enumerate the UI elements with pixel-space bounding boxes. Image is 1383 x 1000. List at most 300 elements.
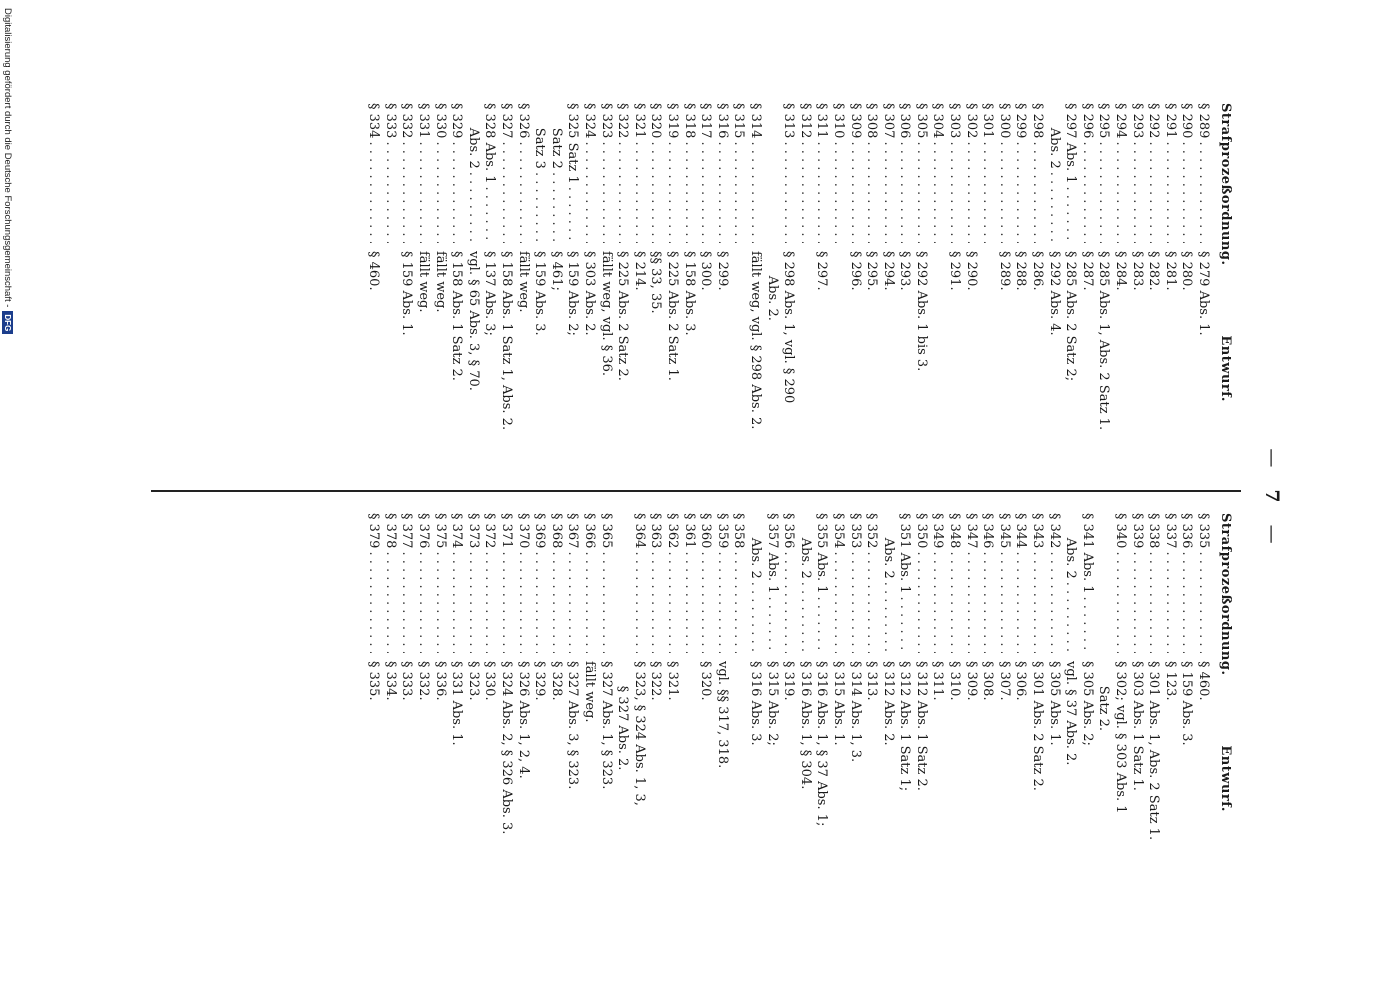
dot-leader [381, 141, 398, 243]
entwurf-cell: § 225 Abs. 2 Satz 1. [665, 251, 680, 381]
strafprozessordnung-cell [1145, 513, 1162, 653]
section-ref: § 316 [714, 103, 730, 139]
dot-leader [1095, 141, 1112, 243]
table-row [365, 103, 382, 473]
strafprozessordnung-cell [381, 103, 398, 243]
table-row [813, 103, 830, 473]
table-row [614, 103, 631, 473]
section-ref: § 379 [366, 513, 382, 549]
table-row [1012, 103, 1029, 473]
dot-leader [1111, 551, 1128, 653]
section-ref: § 371 [499, 513, 515, 549]
strafprozessordnung-cell [1012, 103, 1029, 243]
dot-leader [1161, 141, 1178, 243]
entwurf-cell: § 305 Abs. 2; [1079, 661, 1095, 746]
section-ref: § 315 [731, 103, 747, 139]
table-row [946, 103, 963, 473]
section-ref: § 295 [1096, 103, 1112, 139]
section-ref: Abs. 2 [797, 513, 813, 579]
dot-leader [946, 141, 963, 243]
dot-leader [912, 141, 929, 243]
strafprozessordnung-cell [448, 103, 465, 243]
table-row [995, 513, 1012, 883]
dot-leader [647, 141, 664, 243]
table-row [481, 513, 498, 883]
strafprozessordnung-cell [547, 513, 564, 653]
strafprozessordnung-cell [796, 103, 813, 243]
entwurf-cell: § 159 Abs. 3. [1179, 661, 1195, 746]
dot-leader [1178, 141, 1195, 243]
entwurf-cell: § 315 Abs. 1. [830, 661, 846, 746]
dot-leader [697, 551, 714, 653]
dot-leader [846, 551, 863, 653]
entwurf-cell: § 308. [980, 661, 996, 701]
table-row [796, 513, 813, 883]
entwurf-cell: § 327 Abs. 3, § 323. [565, 661, 581, 790]
strafprozessordnung-cell [1078, 103, 1095, 243]
section-ref: § 365 [598, 513, 614, 549]
strafprozessordnung-cell [1078, 513, 1095, 653]
entwurf-cell: § 158 Abs. 1 Satz 1, Abs. 2. [499, 251, 515, 431]
section-ref: § 321 [631, 103, 647, 139]
strafprozessordnung-cell [431, 103, 448, 243]
table-row [896, 513, 913, 883]
section-ref: § 324 [582, 103, 598, 139]
entwurf-cell: § 312 Abs. 1 Satz 1; [897, 661, 913, 792]
entwurf-cell: § 316 Abs. 3. [747, 661, 763, 746]
dot-leader [1128, 141, 1145, 243]
dot-leader [1178, 551, 1195, 653]
entwurf-cell: § 307. [996, 661, 1012, 701]
table-row [415, 513, 432, 883]
entwurf-cell: § 330. [482, 661, 498, 701]
table-row [497, 513, 514, 883]
strafprozessordnung-cell [730, 513, 747, 653]
table-row [912, 103, 929, 473]
table-row [1178, 103, 1195, 473]
dot-leader [1145, 141, 1162, 243]
dot-leader [415, 141, 432, 243]
strafprozessordnung-cell [497, 103, 514, 243]
dot-leader [912, 551, 929, 653]
section-ref: § 355 Abs. 1 [814, 513, 830, 594]
entwurf-cell: § 311. [930, 661, 946, 701]
dot-leader [514, 551, 531, 653]
entwurf-cell: § 315 Abs. 2; [764, 661, 780, 746]
dot-leader [1028, 551, 1045, 653]
table-row [912, 513, 929, 883]
section-ref: § 348 [947, 513, 963, 549]
dot-leader [879, 582, 896, 653]
section-ref: § 368 [548, 513, 564, 549]
table-row [962, 513, 979, 883]
strafprozessordnung-cell [564, 513, 581, 653]
entwurf-cell: § 321. [665, 661, 680, 701]
entwurf-cell: § 460. [1196, 661, 1211, 701]
digitization-credit [0, 0, 16, 1000]
entwurf-cell: § 336. [432, 661, 448, 701]
section-ref: § 340 [1113, 513, 1129, 549]
dot-leader [763, 106, 780, 243]
dot-leader [813, 141, 830, 243]
entwurf-cell: § 316 Abs. 1, § 304. [797, 661, 813, 790]
strafprozessordnung-cell [497, 513, 514, 653]
table-row [614, 513, 631, 883]
table-row [464, 103, 481, 473]
section-ref: § 372 [482, 513, 498, 549]
section-ref: § 336 [1179, 513, 1195, 549]
section-ref: § 375 [432, 513, 448, 549]
entwurf-cell: § 309. [963, 661, 979, 701]
entwurf-cell: fällt weg. [582, 661, 598, 723]
section-ref: § 305 [913, 103, 929, 139]
table-row [763, 513, 780, 883]
entwurf-cell: fällt weg. [432, 251, 448, 313]
entwurf-cell: § 306. [1013, 661, 1029, 701]
entwurf-cell: § 285 Abs. 1, Abs. 2 Satz 1. [1096, 251, 1112, 431]
entwurf-cell: § 159 Abs. 3. [532, 251, 548, 336]
table-row [647, 513, 664, 883]
strafprozessordnung-cell [365, 103, 382, 243]
entwurf-cell: § 326 Abs. 1, 2, 4. [515, 661, 531, 779]
section-ref: § 325 Satz 1 [565, 103, 581, 184]
section-ref: Abs. 2 [1046, 103, 1062, 169]
strafprozessordnung-cell [1062, 103, 1079, 243]
table-row [1194, 513, 1211, 883]
table-row [481, 103, 498, 473]
section-ref: § 300 [996, 103, 1012, 139]
dot-leader [497, 141, 514, 243]
strafprozessordnung-cell [813, 513, 830, 653]
entwurf-cell: § 316 Abs. 1, § 37 Abs. 1; [814, 661, 830, 827]
entwurf-cell: § 310. [947, 661, 963, 701]
table-row [680, 103, 697, 473]
strafprozessordnung-cell [630, 513, 647, 653]
entwurf-cell: § 323, § 324 Abs. 1, 3, [631, 661, 647, 806]
header-strafprozessordnung: Strafprozeßordnung. [1218, 513, 1233, 676]
dot-leader [431, 551, 448, 653]
table-row [564, 513, 581, 883]
strafprozessordnung-cell [647, 103, 664, 243]
table-row [979, 513, 996, 883]
entwurf-cell: vgl. § 37 Abs. 2. [1063, 661, 1079, 766]
strafprozessordnung-cell [829, 103, 846, 243]
entwurf-cell: § 288. [1013, 251, 1029, 291]
entwurf-cell: § 320. [698, 661, 714, 701]
entwurf-cell: § 312 Abs. 1 Satz 2. [913, 661, 929, 791]
strafprozessordnung-cell [547, 103, 564, 243]
entwurf-cell: fällt weg, vgl. § 36. [598, 251, 614, 377]
table-row [580, 103, 597, 473]
section-ref: § 349 [930, 513, 946, 549]
strafprozessordnung-cell [962, 513, 979, 653]
entwurf-cell: § 301 Abs. 1, Abs. 2 Satz 1. [1146, 661, 1162, 841]
table-row [713, 103, 730, 473]
dot-leader [796, 141, 813, 243]
dot-leader [1128, 551, 1145, 653]
entwurf-cell: § 158 Abs. 1 Satz 2. [449, 251, 465, 381]
table-row [730, 103, 747, 473]
strafprozessordnung-cell [614, 513, 631, 653]
dot-leader [680, 141, 697, 243]
section-ref: § 345 [996, 513, 1012, 549]
section-ref: § 333 [382, 103, 398, 139]
entwurf-cell: fällt weg. [416, 251, 432, 313]
dot-leader [946, 551, 963, 653]
section-ref: § 346 [980, 513, 996, 549]
dot-leader [597, 141, 614, 243]
entwurf-cell: § 335. [366, 661, 382, 701]
entwurf-cell: § 300. [698, 251, 714, 291]
section-ref: § 357 Abs. 1 [764, 513, 780, 594]
table-row [995, 103, 1012, 473]
entwurf-cell: § 324 Abs. 2, § 326 Abs. 3. [499, 661, 515, 835]
dot-leader [481, 551, 498, 653]
table-row [763, 103, 780, 473]
table-row [1161, 103, 1178, 473]
entwurf-cell: § 296. [847, 251, 863, 291]
table-row [1045, 103, 1062, 473]
strafprozessordnung-cell [630, 103, 647, 243]
table-row [1145, 103, 1162, 473]
section-ref: § 310 [830, 103, 846, 139]
strafprozessordnung-cell [1161, 103, 1178, 243]
table-row [514, 103, 531, 473]
strafprozessordnung-cell [663, 513, 680, 653]
section-ref: § 318 [681, 103, 697, 139]
dot-leader [829, 551, 846, 653]
section-ref: § 299 [1013, 103, 1029, 139]
dot-leader [547, 551, 564, 653]
dot-leader [398, 551, 415, 653]
strafprozessordnung-cell [1028, 513, 1045, 653]
strafprozessordnung-cell [796, 513, 813, 653]
entwurf-cell: § 282. [1146, 251, 1162, 291]
section-ref: § 335 [1196, 513, 1211, 549]
entwurf-cell: § 305 Abs. 1. [1046, 661, 1062, 746]
dot-leader [979, 141, 996, 243]
section-ref: § 327 [499, 103, 515, 139]
entwurf-cell: § 137 Abs. 3; [482, 251, 498, 336]
dot-leader [1045, 172, 1062, 243]
section-ref: § 352 [864, 513, 880, 549]
dot-leader [614, 141, 631, 243]
entwurf-cell: § 295. [864, 251, 880, 291]
strafprozessordnung-cell [1045, 513, 1062, 653]
table-row [1145, 513, 1162, 883]
dot-leader [1078, 141, 1095, 243]
table-row [1028, 103, 1045, 473]
entwurf-cell: § 331 Abs. 1. [449, 661, 465, 746]
table-row [647, 103, 664, 473]
entwurf-cell: § 123. [1162, 661, 1178, 701]
table-row [879, 103, 896, 473]
table-row [381, 103, 398, 473]
dot-leader [929, 141, 946, 243]
dot-leader [1045, 551, 1062, 653]
strafprozessordnung-cell [1095, 103, 1112, 243]
entwurf-cell [796, 243, 813, 473]
dot-leader [879, 141, 896, 243]
table-row [564, 103, 581, 473]
strafprozessordnung-cell [946, 103, 963, 243]
dfg-logo: DFG [3, 311, 14, 334]
section-ref: § 317 [698, 103, 714, 139]
entwurf-cell: vgl. § 65 Abs. 3, § 70. [465, 251, 481, 391]
section-ref: § 326 [515, 103, 531, 139]
section-ref: § 319 [665, 103, 680, 139]
strafprozessordnung-cell [647, 513, 664, 653]
section-ref: § 313 [781, 103, 797, 139]
table-row [497, 103, 514, 473]
dot-leader [730, 551, 747, 653]
table-row [663, 103, 680, 473]
table-row [580, 513, 597, 883]
section-ref: § 298 [1030, 103, 1046, 139]
section-ref: § 364 [631, 513, 647, 549]
section-ref: § 307 [880, 103, 896, 139]
strafprozessordnung-cell [846, 103, 863, 243]
strafprozessordnung-cell [481, 513, 498, 653]
dot-leader [796, 582, 813, 653]
entwurf-cell: fällt weg. [515, 251, 531, 313]
dot-leader [680, 551, 697, 653]
dot-leader [415, 551, 432, 653]
dot-leader [1194, 141, 1211, 243]
entwurf-cell [730, 243, 747, 473]
entwurf-cell: § 280. [1179, 251, 1195, 291]
strafprozessordnung-cell [697, 103, 714, 243]
strafprozessordnung-cell [780, 513, 797, 653]
table-row [1012, 513, 1029, 883]
strafprozessordnung-cell [1012, 513, 1029, 653]
entwurf-cell: § 303 Abs. 2. [582, 251, 598, 336]
entwurf-cell [381, 243, 398, 473]
table-row [1078, 513, 1095, 883]
dot-leader [663, 551, 680, 653]
entwurf-cell: § 302; vgl. § 303 Abs. 1 [1113, 661, 1129, 814]
dot-leader [995, 141, 1012, 243]
strafprozessordnung-cell [1095, 513, 1112, 653]
table-row [448, 103, 465, 473]
table-row [813, 513, 830, 883]
strafprozessordnung-cell [929, 103, 946, 243]
table-row [697, 513, 714, 883]
entwurf-cell: § 303 Abs. 1 Satz 1. [1129, 661, 1145, 791]
section-ref: § 363 [648, 513, 664, 549]
dot-leader [630, 551, 647, 653]
table-row [962, 103, 979, 473]
dot-leader [464, 172, 481, 243]
header-entwurf: Entwurf. [1218, 335, 1233, 402]
strafprozessordnung-cell [929, 513, 946, 653]
strafprozessordnung-cell [1194, 103, 1211, 243]
dot-leader [979, 551, 996, 653]
strafprozessordnung-cell [829, 513, 846, 653]
section-ref: § 359 [714, 513, 730, 549]
strafprozessordnung-cell [763, 513, 780, 653]
strafprozessordnung-cell [381, 513, 398, 653]
entwurf-cell: § 327 Abs. 2. [615, 661, 631, 771]
section-ref: § 331 [416, 103, 432, 139]
entwurf-cell: § 284. [1113, 251, 1129, 291]
entwurf-cell: § 334. [382, 661, 398, 701]
entwurf-cell [680, 653, 697, 883]
dot-leader [829, 141, 846, 243]
entwurf-cell: § 279 Abs. 1. [1196, 251, 1211, 336]
table-row [381, 513, 398, 883]
strafprozessordnung-cell [448, 513, 465, 653]
section-ref: § 356 [781, 513, 797, 549]
strafprozessordnung-cell [912, 103, 929, 243]
strafprozessordnung-cell [1062, 513, 1079, 653]
table-row [896, 103, 913, 473]
entwurf-cell: § 159 Abs. 1. [399, 251, 415, 336]
table-row [730, 513, 747, 883]
strafprozessordnung-cell [995, 103, 1012, 243]
strafprozessordnung-cell [1045, 103, 1062, 243]
section-ref: § 341 Abs. 1 [1079, 513, 1095, 594]
entwurf-cell [730, 653, 747, 883]
strafprozessordnung-cell [464, 513, 481, 653]
section-ref: § 320 [648, 103, 664, 139]
section-ref: § 293 [1129, 103, 1145, 139]
section-ref: § 306 [897, 103, 913, 139]
entwurf-cell: Satz 2. [1096, 661, 1112, 732]
strafprozessordnung-cell [680, 103, 697, 243]
table-row [863, 513, 880, 883]
dot-leader [863, 141, 880, 243]
strafprozessordnung-cell [1178, 103, 1195, 243]
dot-leader [497, 551, 514, 653]
right-rows [365, 513, 1211, 883]
section-ref: § 342 [1046, 513, 1062, 549]
table-row [398, 103, 415, 473]
dot-leader [647, 551, 664, 653]
section-ref: § 361 [681, 513, 697, 549]
section-ref: Satz 2 [548, 103, 564, 169]
dot-leader [896, 141, 913, 243]
entwurf-cell: § 289. [996, 251, 1012, 291]
strafprozessordnung-cell [1111, 103, 1128, 243]
entwurf-cell: § 460. [366, 251, 382, 291]
section-ref: § 328 Abs. 1 [482, 103, 498, 184]
table-row [846, 513, 863, 883]
strafprozessordnung-cell [1178, 513, 1195, 653]
dot-leader [365, 141, 382, 243]
dot-leader [614, 516, 631, 653]
strafprozessordnung-cell [879, 513, 896, 653]
section-ref: § 294 [1113, 103, 1129, 139]
dot-leader [1111, 141, 1128, 243]
entwurf-cell: § 312 Abs. 2. [880, 661, 896, 746]
dot-leader [713, 141, 730, 243]
table-row [796, 103, 813, 473]
table-row [1095, 103, 1112, 473]
strafprozessordnung-cell [398, 103, 415, 243]
table-row [929, 103, 946, 473]
entwurf-cell: § 283. [1129, 251, 1145, 291]
dot-leader [1145, 551, 1162, 653]
dot-leader [780, 551, 797, 653]
entwurf-cell: § 158 Abs. 3. [681, 251, 697, 336]
strafprozessordnung-cell [863, 513, 880, 653]
table-row [663, 513, 680, 883]
entwurf-cell: § 292 Abs. 4. [1046, 251, 1062, 336]
strafprozessordnung-cell [896, 103, 913, 243]
section-ref: § 292 [1146, 103, 1162, 139]
dot-leader [962, 141, 979, 243]
